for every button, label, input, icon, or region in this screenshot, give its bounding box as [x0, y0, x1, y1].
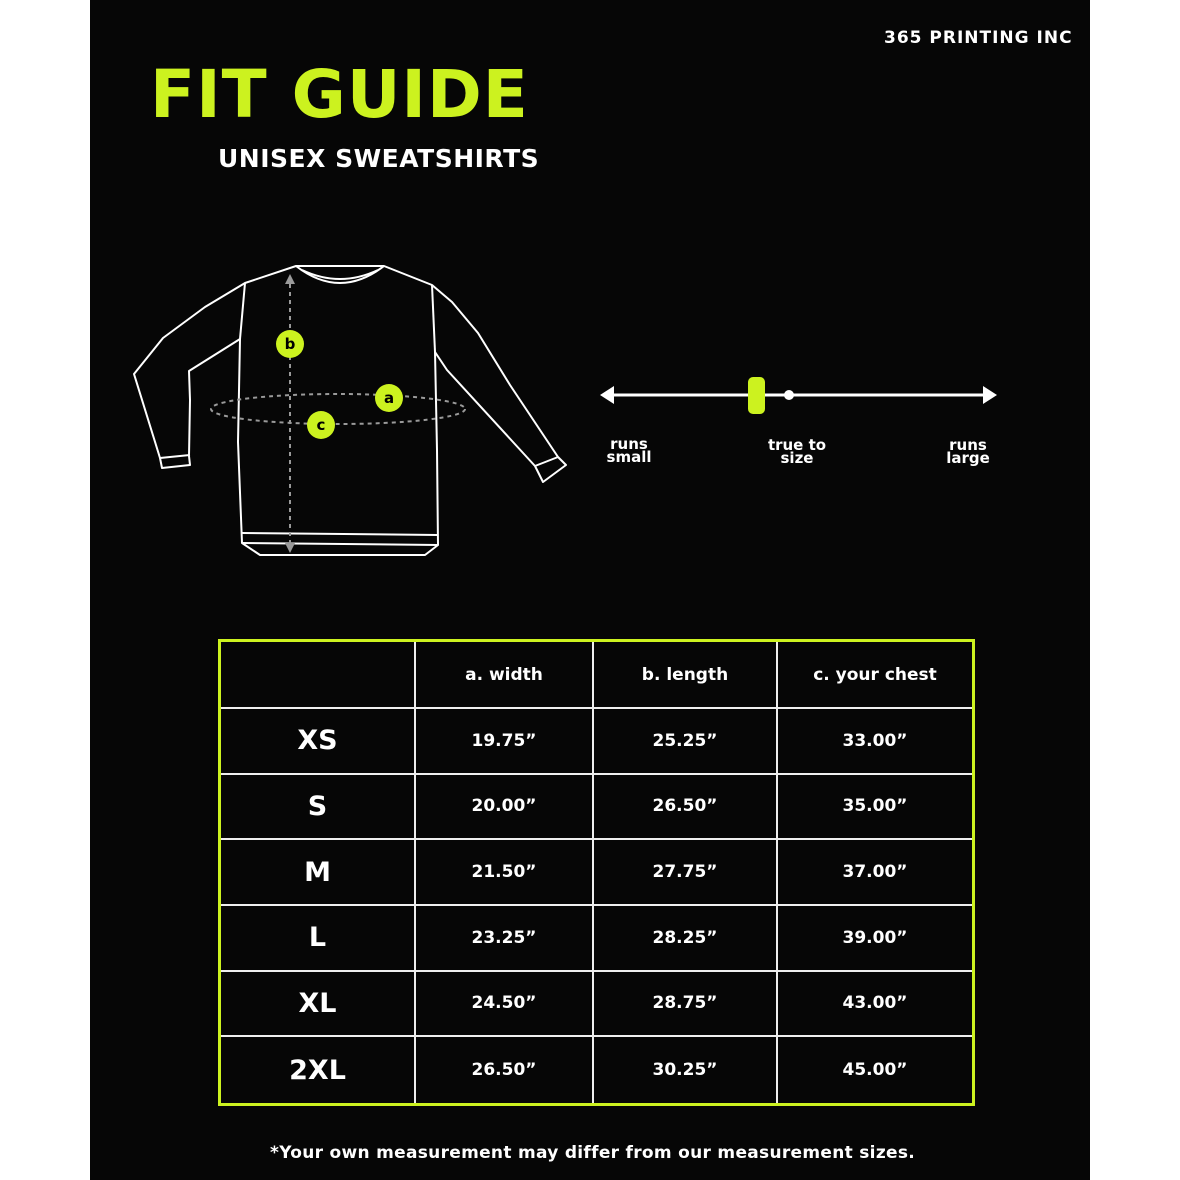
- table-cell-width: 20.00”: [416, 775, 594, 841]
- table-row-size-label: S: [221, 775, 416, 841]
- footnote: *Your own measurement may differ from our measurement sizes.: [270, 1143, 916, 1163]
- size-chart-table: [218, 639, 975, 1106]
- scale-label-true-to-size: true to size: [767, 436, 827, 467]
- brand-name: 365 PRINTING INC: [884, 28, 1073, 48]
- table-cell-length: 27.75”: [594, 840, 778, 906]
- table-cell-length: 28.25”: [594, 906, 778, 972]
- table-cell-width: 19.75”: [416, 709, 594, 775]
- table-cell-chest: 37.00”: [778, 840, 972, 906]
- marker-c: [307, 411, 335, 439]
- table-header-length: b. length: [594, 642, 778, 709]
- length-measure-line: [285, 274, 295, 553]
- table-cell-chest: 39.00”: [778, 906, 972, 972]
- table-cell-chest: 35.00”: [778, 775, 972, 841]
- marker-b: [276, 330, 304, 358]
- arrow-right-icon: [983, 386, 997, 404]
- table-header-size: [221, 642, 416, 709]
- fit-scale: [600, 377, 997, 414]
- page-subtitle: UNISEX SWEATSHIRTS: [218, 144, 540, 173]
- table-header-chest: c. your chest: [778, 642, 972, 709]
- table-row-size-label: XS: [221, 709, 416, 775]
- sweatshirt-outline: [134, 266, 566, 555]
- table-cell-length: 25.25”: [594, 709, 778, 775]
- table-cell-length: 26.50”: [594, 775, 778, 841]
- scale-label-runs-large: runs large: [946, 436, 990, 467]
- table-cell-length: 30.25”: [594, 1037, 778, 1103]
- table-cell-width: 26.50”: [416, 1037, 594, 1103]
- marker-c-label: c: [316, 416, 326, 434]
- fit-tick-dot: [784, 390, 794, 400]
- marker-b-label: b: [284, 335, 296, 353]
- scale-label-runs-small: runs small: [606, 435, 652, 466]
- arrow-left-icon: [600, 386, 614, 404]
- page-title: FIT GUIDE: [150, 56, 529, 133]
- chest-measure-ellipse: [211, 394, 465, 424]
- table-cell-chest: 43.00”: [778, 972, 972, 1038]
- marker-a-label: a: [383, 389, 395, 407]
- table-cell-width: 23.25”: [416, 906, 594, 972]
- table-row-size-label: 2XL: [221, 1037, 416, 1103]
- table-cell-length: 28.75”: [594, 972, 778, 1038]
- fit-indicator: [748, 377, 765, 414]
- table-row-size-label: M: [221, 840, 416, 906]
- table-cell-width: 24.50”: [416, 972, 594, 1038]
- table-row-size-label: XL: [221, 972, 416, 1038]
- table-header-width: a. width: [416, 642, 594, 709]
- table-row-size-label: L: [221, 906, 416, 972]
- marker-a: [375, 384, 403, 412]
- table-cell-width: 21.50”: [416, 840, 594, 906]
- table-cell-chest: 45.00”: [842, 1060, 908, 1081]
- table-cell-chest: 33.00”: [778, 709, 972, 775]
